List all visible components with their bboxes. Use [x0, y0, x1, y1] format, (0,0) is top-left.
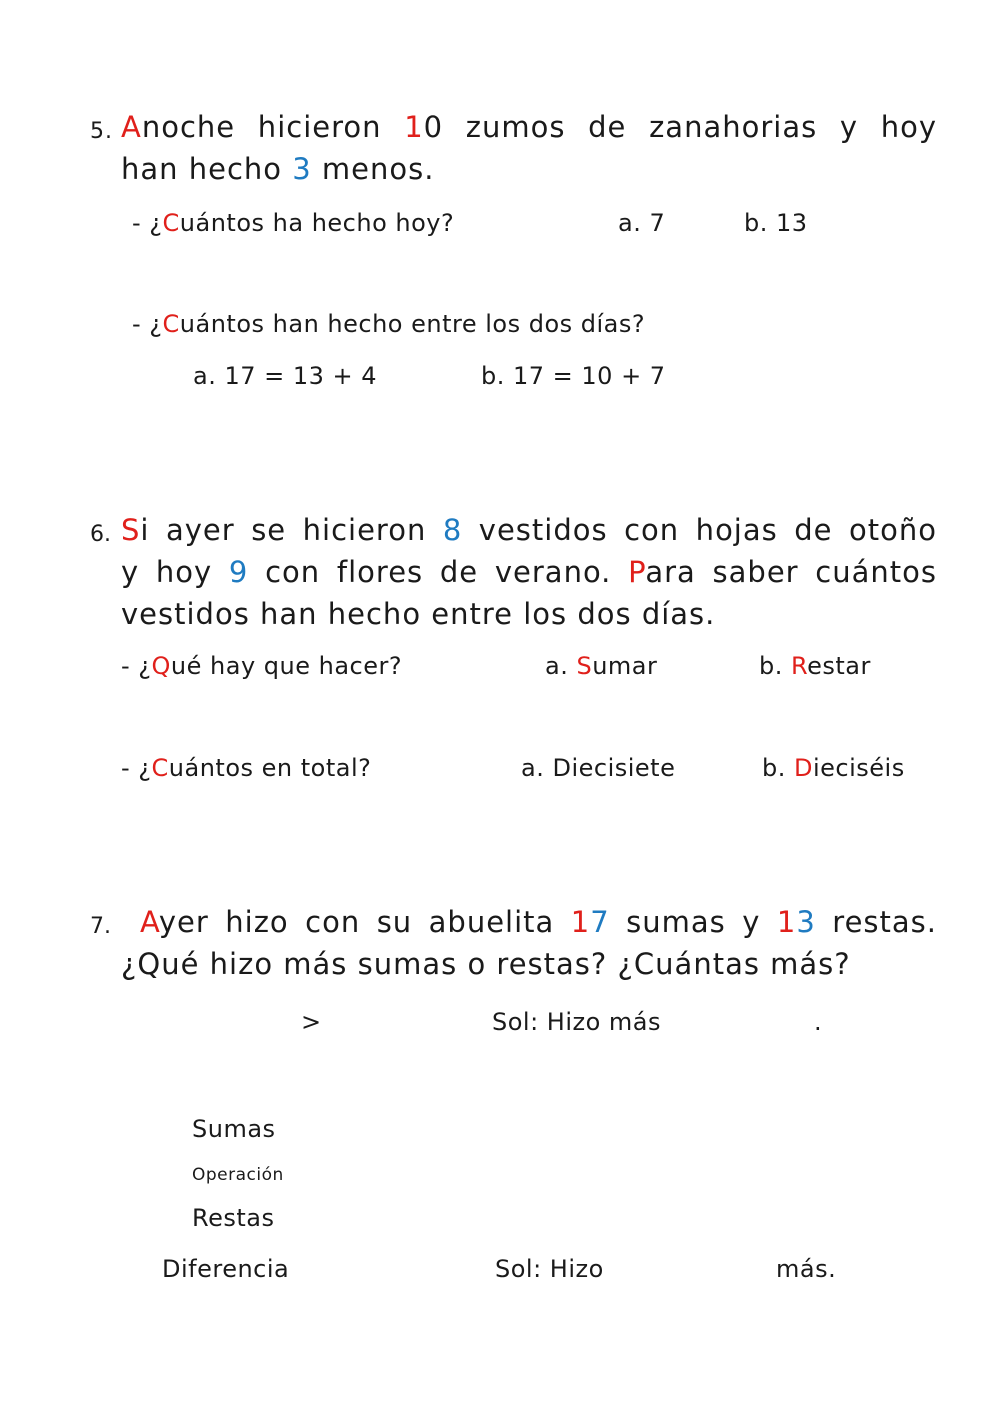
initial-letter: Q [151, 652, 171, 680]
number-highlight: 1 [404, 110, 424, 144]
number-highlight: 7 [590, 905, 610, 939]
text: - ¿ [132, 310, 163, 338]
number-digit: 0 [423, 110, 444, 144]
number-highlight: 1 [570, 905, 591, 939]
problem-6-number: 6. [90, 522, 111, 547]
problem-5-line-2 [121, 152, 434, 186]
problem-6-line-3: vestidos han hecho entre los dos días. [121, 597, 716, 631]
initial-letter: A [121, 110, 142, 144]
answer-option-b[interactable]: b. 17 = 10 + 7 [481, 362, 666, 390]
text: uántos en total? [168, 754, 372, 782]
text: sumas y [609, 905, 777, 939]
solution-line-2: Sol: Hizo [495, 1255, 604, 1283]
problem-6-question-2 [121, 754, 371, 782]
problem-5-question-1 [132, 209, 454, 237]
number-highlight: 1 [776, 905, 797, 939]
text: ué hay que hacer? [170, 652, 403, 680]
answer-option-b[interactable] [762, 754, 905, 782]
number-highlight: 3 [796, 905, 816, 939]
problem-7-line-2: ¿Qué hizo más sumas o restas? ¿Cuántas más? [121, 947, 851, 981]
answer-option-b[interactable] [759, 652, 871, 680]
text: han hecho [121, 152, 293, 186]
text: i ayer se hicieron [140, 513, 443, 547]
text: ara saber cuántos [645, 555, 938, 589]
text: uántos han hecho entre los dos días? [179, 310, 646, 338]
initial-letter: S [576, 652, 593, 680]
initial-letter: C [162, 209, 180, 237]
problem-6-line-2 [121, 555, 937, 589]
text: umar [592, 652, 658, 680]
answer-option-a[interactable]: a. 7 [618, 209, 666, 237]
text: zumos de zanahorias y hoy [443, 110, 937, 144]
text: noche hicieron [141, 110, 405, 144]
label-restas: Restas [192, 1204, 275, 1232]
label-operacion: Operación [192, 1165, 284, 1185]
number-highlight: 8 [442, 513, 463, 547]
text: menos. [311, 152, 435, 186]
comparison-sign: > [301, 1008, 322, 1036]
text: con flores de verano. [248, 555, 629, 589]
text: uántos ha hecho hoy? [179, 209, 455, 237]
text: - ¿ [121, 652, 152, 680]
text: b. [762, 754, 794, 782]
label-sumas: Sumas [192, 1115, 276, 1143]
initial-letter: D [794, 754, 813, 782]
answer-option-b[interactable]: b. 13 [744, 209, 808, 237]
initial-letter: A [140, 905, 159, 939]
problem-6-question-1 [121, 652, 402, 680]
label-diferencia: Diferencia [162, 1255, 290, 1283]
problem-5-number: 5. [90, 119, 113, 144]
initial-letter: R [791, 652, 808, 680]
problem-7-line-1 [140, 905, 937, 939]
number-highlight: 9 [228, 555, 249, 589]
number-highlight: 3 [292, 152, 312, 186]
text: - ¿ [132, 209, 163, 237]
text: restas. [815, 905, 937, 939]
problem-5-question-2 [132, 310, 645, 338]
text: estar [807, 652, 871, 680]
initial-letter: S [121, 513, 141, 547]
problem-5-line-1 [121, 110, 937, 144]
text: b. [759, 652, 791, 680]
problem-7-number: 7. [90, 914, 111, 939]
text: ieciséis [812, 754, 905, 782]
text: - ¿ [121, 754, 152, 782]
text: a. [545, 652, 577, 680]
solution-line-2-end: más. [776, 1255, 837, 1283]
problem-6-line-1 [121, 513, 937, 547]
solution-line-1-end: . [814, 1008, 823, 1036]
text: y hoy [121, 555, 229, 589]
solution-line-1: Sol: Hizo más [492, 1008, 662, 1036]
answer-option-a[interactable]: a. Diecisiete [521, 754, 676, 782]
initial-letter: C [151, 754, 169, 782]
answer-option-a[interactable] [545, 652, 657, 680]
initial-letter: P [628, 555, 646, 589]
text: yer hizo con su abuelita [158, 905, 571, 939]
answer-option-a[interactable]: a. 17 = 13 + 4 [193, 362, 378, 390]
initial-letter: C [162, 310, 180, 338]
text: vestidos con hojas de otoño [462, 513, 937, 547]
